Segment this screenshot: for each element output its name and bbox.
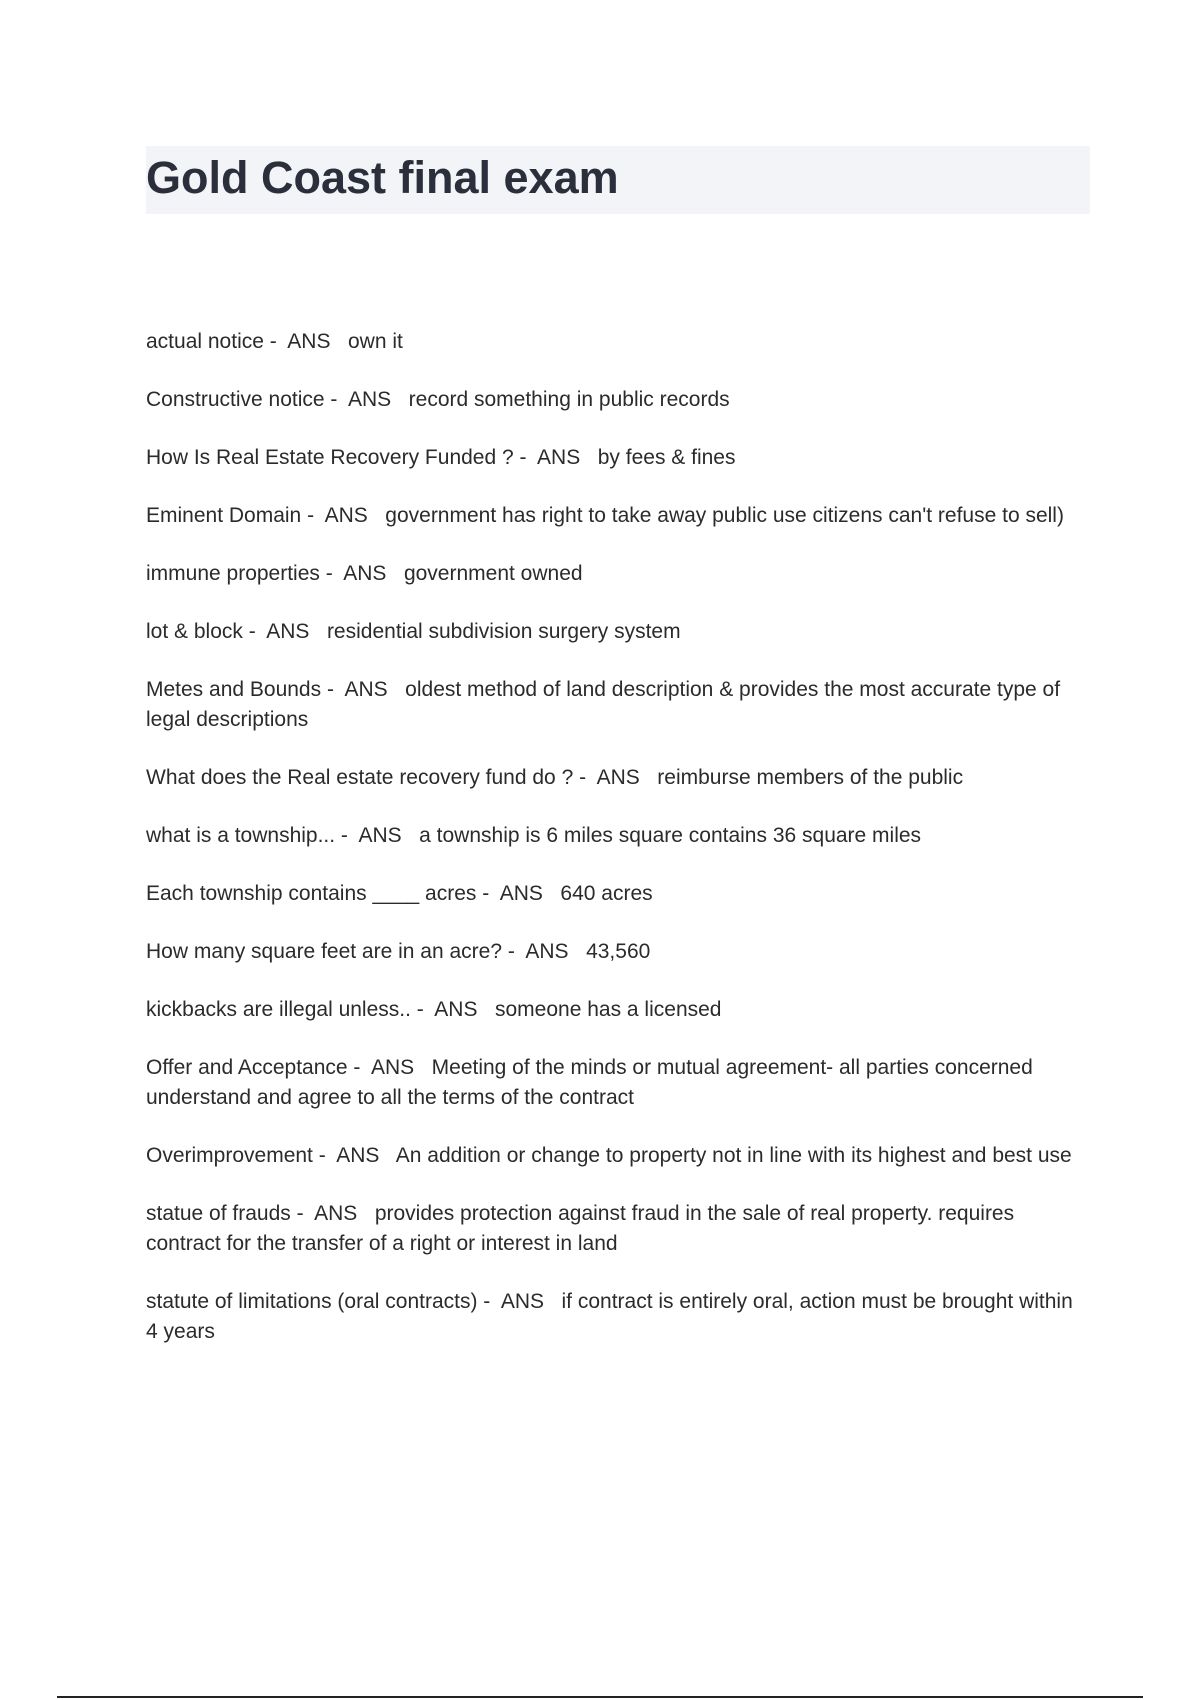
qa-item: Metes and Bounds - ANS oldest method of land description & provides the most accurate type of legal descriptions	[146, 678, 1061, 731]
answer-marker: ANS	[324, 504, 368, 527]
answer-text: Meeting of the minds or mutual agreement- all parties concerned understand and agree to all the terms of the contract	[146, 1056, 1033, 1109]
answer-marker: ANS	[434, 998, 478, 1021]
qa-item: Each township contains ____ acres - ANS 640 acres	[146, 882, 653, 905]
question-text: statue of frauds	[146, 1202, 291, 1225]
qa-item: Overimprovement - ANS An addition or change to property not in line with its highest and best use	[146, 1144, 1072, 1167]
answer-marker: ANS	[314, 1202, 358, 1225]
answer-text: residential subdivision surgery system	[326, 620, 681, 643]
question-text: statute of limitations (oral contracts)	[146, 1290, 478, 1313]
answer-marker: ANS	[287, 330, 331, 353]
question-text: Constructive notice	[146, 388, 325, 411]
qa-item: statute of limitations (oral contracts) - ANS if contract is entirely oral, action must be brought within 4 years	[146, 1290, 1073, 1343]
answer-marker: ANS	[344, 678, 388, 701]
question-text: How Is Real Estate Recovery Funded ?	[146, 446, 514, 469]
footer-rule	[57, 1696, 1143, 1698]
answer-marker: ANS	[266, 620, 310, 643]
question-text: Eminent Domain	[146, 504, 302, 527]
answer-text: government owned	[403, 562, 583, 585]
question-text: Offer and Acceptance	[146, 1056, 348, 1079]
question-text: What does the Real estate recovery fund do ?	[146, 766, 574, 789]
answer-text: reimburse members of the public	[657, 766, 964, 789]
answer-text: 640 acres	[560, 882, 653, 905]
qa-item: actual notice - ANS own it	[146, 330, 403, 353]
answer-text: An addition or change to property not in line with its highest and best use	[395, 1144, 1072, 1167]
question-text: Overimprovement	[146, 1144, 313, 1167]
question-text: what is a township...	[146, 824, 336, 847]
answer-marker: ANS	[537, 446, 581, 469]
question-text: lot & block	[146, 620, 243, 643]
answer-text: provides protection against fraud in the sale of real property. requires contract for the transfer of a right or interest in land	[146, 1202, 1015, 1255]
answer-text: oldest method of land description & provides the most accurate type of legal descriptions	[146, 678, 1061, 731]
qa-item: Eminent Domain - ANS government has right to take away public use citizens can't refuse to sell)	[146, 504, 1064, 527]
qa-item: How many square feet are in an acre? - ANS 43,560	[146, 940, 651, 963]
qa-item: immune properties - ANS government owned	[146, 562, 583, 585]
question-text: actual notice	[146, 330, 264, 353]
document-title: Gold Coast final exam	[146, 152, 619, 203]
question-text: Each township contains ____ acres	[146, 882, 477, 905]
qa-item: what is a township... - ANS a township is 6 miles square contains 36 square miles	[146, 824, 922, 847]
answer-text: by fees & fines	[597, 446, 736, 469]
answer-marker: ANS	[596, 766, 640, 789]
answer-text: if contract is entirely oral, action must be brought within 4 years	[146, 1290, 1073, 1343]
answer-text: own it	[347, 330, 403, 353]
answer-marker: ANS	[500, 1290, 544, 1313]
qa-item: Constructive notice - ANS record something in public records	[146, 388, 730, 411]
qa-item: Offer and Acceptance - ANS Meeting of the minds or mutual agreement- all parties concerned understand and agree to all the terms of the contract	[146, 1056, 1033, 1109]
answer-text: government has right to take away public use citizens can't refuse to sell)	[385, 504, 1064, 527]
answer-marker: ANS	[358, 824, 402, 847]
qa-item: kickbacks are illegal unless.. - ANS someone has a licensed	[146, 998, 722, 1021]
qa-item: How Is Real Estate Recovery Funded ? - ANS by fees & fines	[146, 446, 736, 469]
qa-item: What does the Real estate recovery fund do ? - ANS reimburse members of the public	[146, 766, 964, 789]
answer-text: a township is 6 miles square contains 36 square miles	[419, 824, 922, 847]
answer-marker: ANS	[370, 1056, 415, 1079]
qa-item: lot & block - ANS residential subdivision surgery system	[146, 620, 681, 643]
answer-marker: ANS	[525, 940, 569, 963]
answer-marker: ANS	[499, 882, 543, 905]
title-band	[146, 146, 1090, 214]
question-text: How many square feet are in an acre?	[146, 940, 503, 963]
qa-list	[146, 327, 1090, 1375]
answer-text: 43,560	[586, 940, 651, 963]
qa-item: statue of frauds - ANS provides protection against fraud in the sale of real property. requires contract for the transfer of a right or interest in land	[146, 1202, 1015, 1255]
answer-marker: ANS	[343, 562, 387, 585]
answer-text: someone has a licensed	[495, 998, 722, 1021]
answer-marker: ANS	[347, 388, 392, 411]
question-text: Metes and Bounds	[146, 678, 322, 701]
answer-marker: ANS	[336, 1144, 380, 1167]
answer-text: record something in public records	[408, 388, 730, 411]
question-text: immune properties	[146, 562, 320, 585]
question-text: kickbacks are illegal unless..	[146, 998, 411, 1021]
